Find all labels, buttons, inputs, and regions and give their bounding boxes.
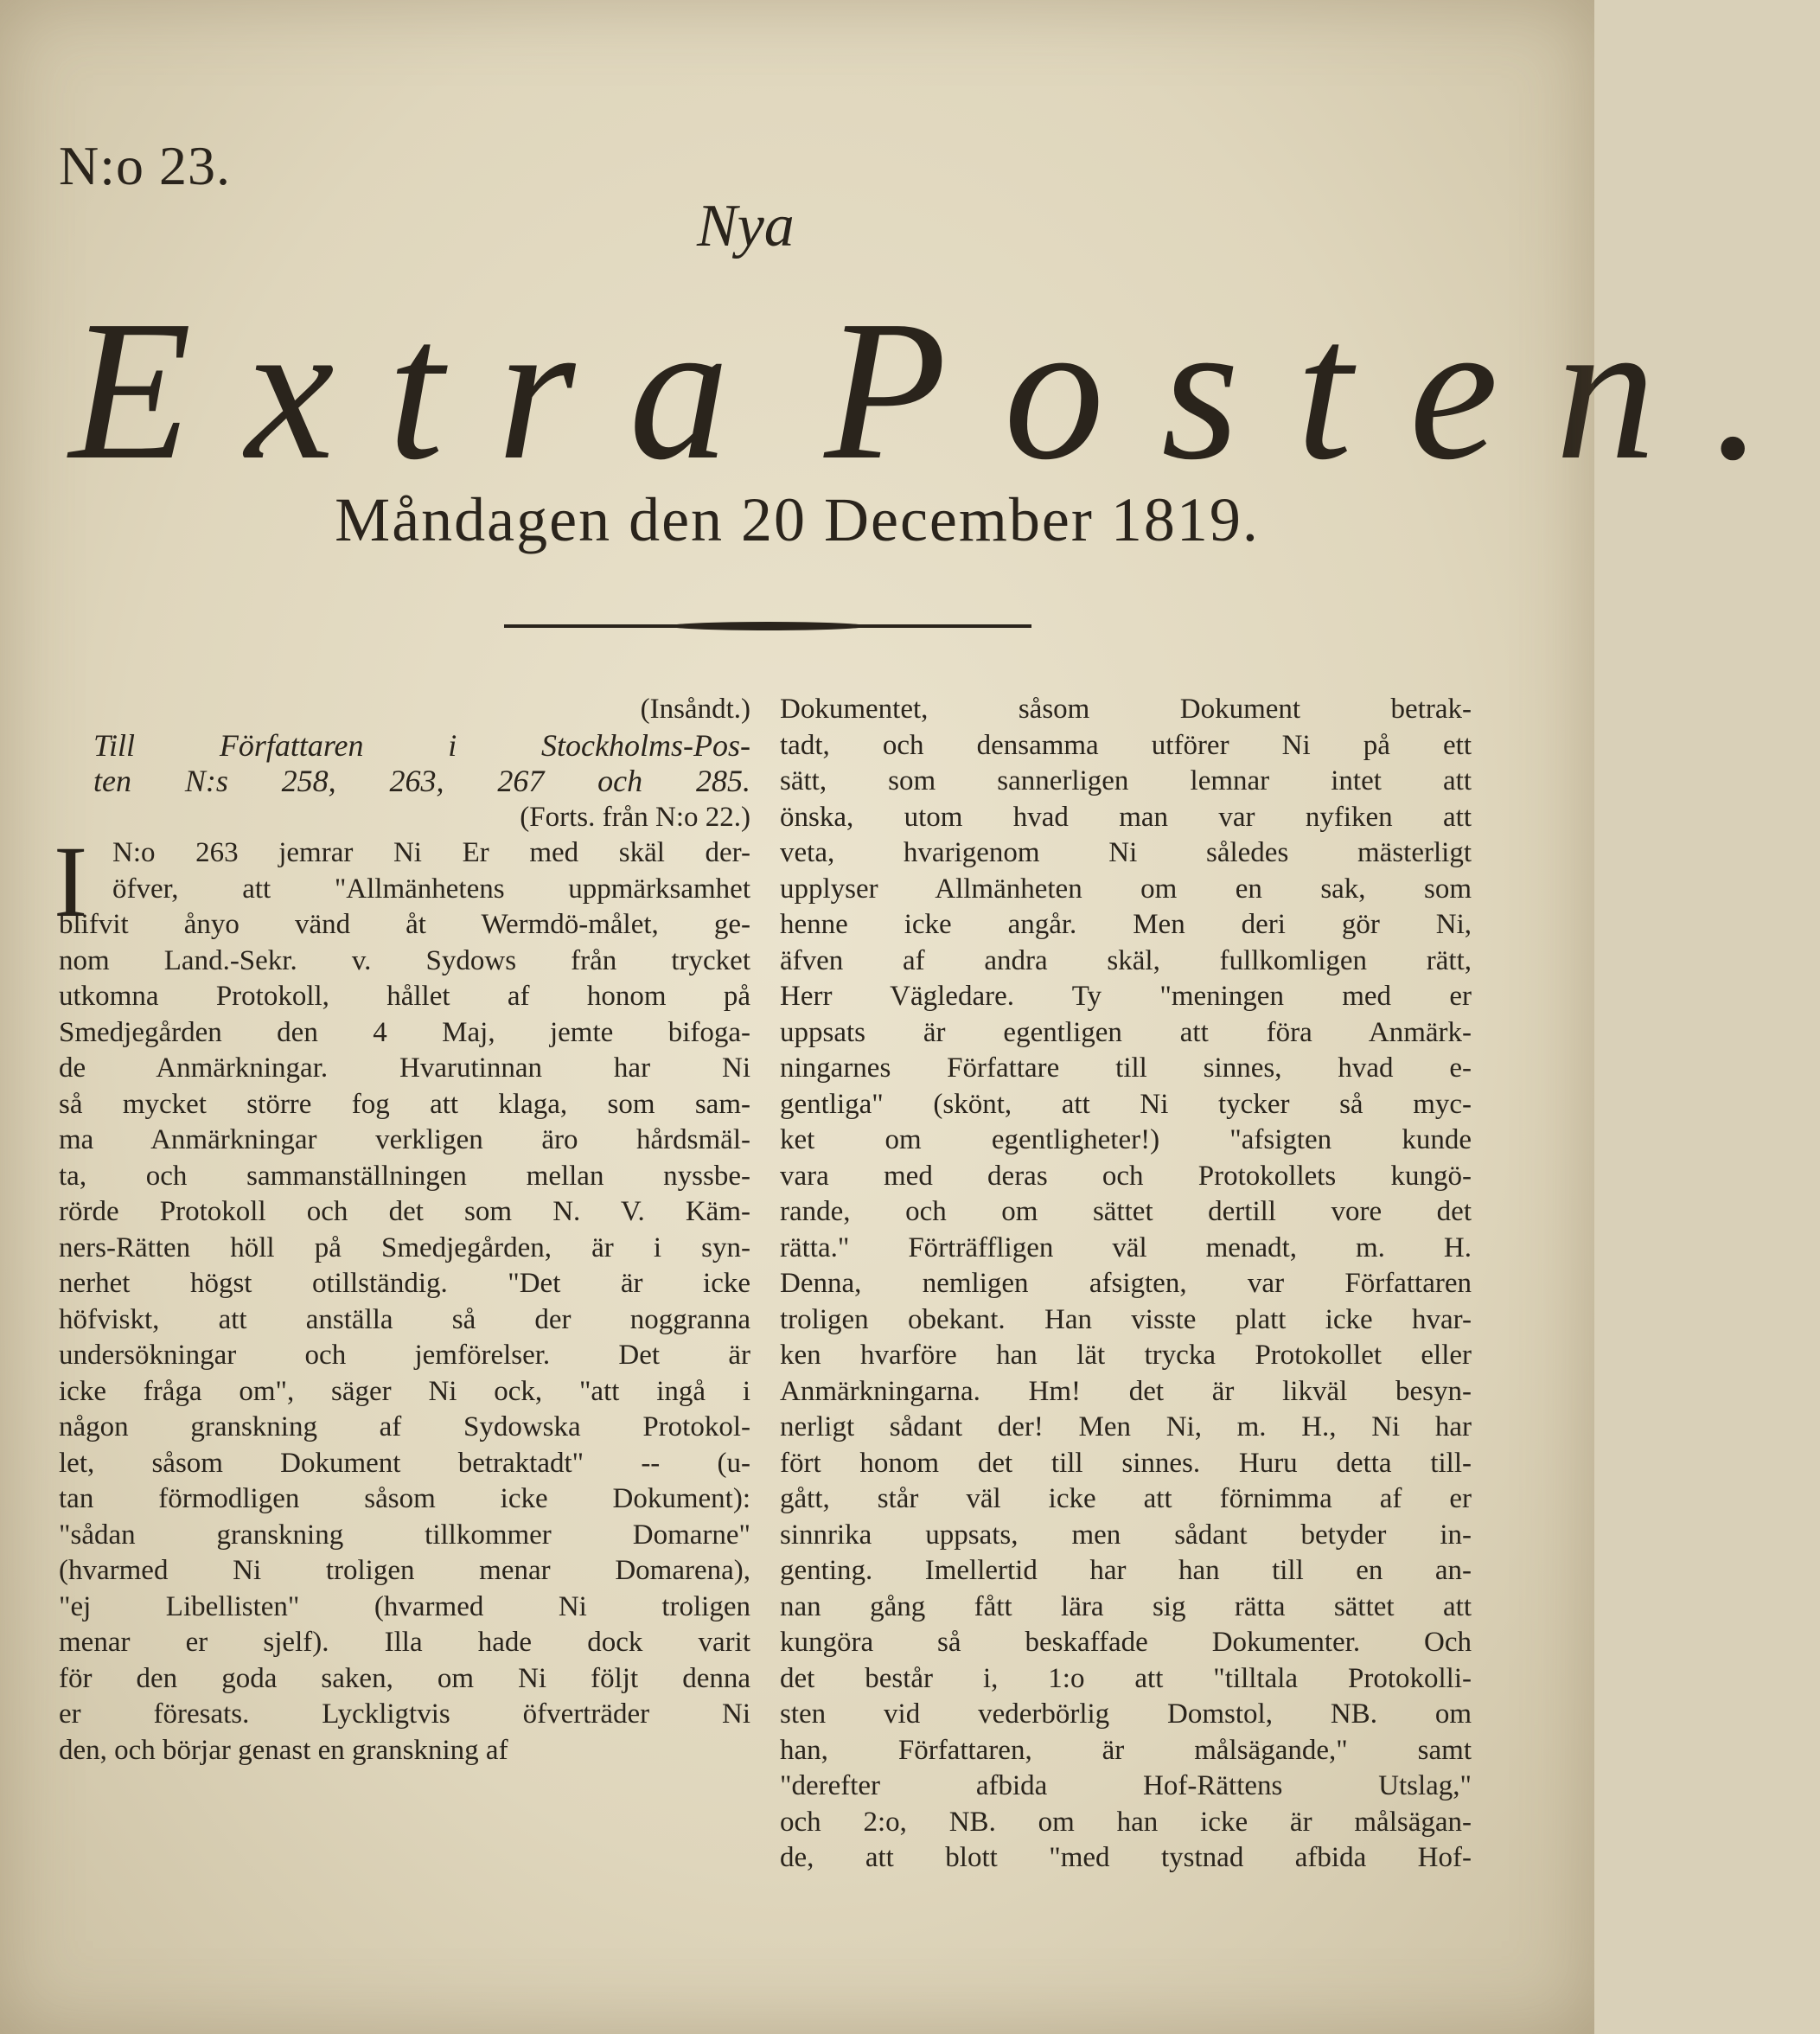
masthead-title-part1: Extra <box>69 279 783 502</box>
left-column-line: de Anmärkningar. Hvarutinnan har Ni <box>59 1052 750 1084</box>
right-column-line: genting. Imellertid har han till en an- <box>780 1555 1472 1586</box>
right-column-line: sinnrika uppsats, men sådant betyder in- <box>780 1519 1472 1551</box>
left-column-line: rörde Protokoll och det som N. V. Käm- <box>59 1196 750 1227</box>
left-column-line: ners-Rätten höll på Smedjegården, är i syn- <box>59 1231 750 1263</box>
left-column-line: så mycket större fog att klaga, som sam- <box>59 1088 750 1120</box>
left-column-line: icke fråga om", säger Ni ock, "att ingå i <box>59 1375 750 1407</box>
left-column-line: N:o 263 jemrar Ni Er med skäl der- <box>112 837 750 868</box>
left-column-line: undersökningar och jemförelser. Det är <box>59 1340 750 1371</box>
left-column-line: höfviskt, att anställa så der noggranna <box>59 1303 750 1335</box>
masthead-nya: Nya <box>697 193 795 259</box>
right-column-line: Denna, nemligen afsigten, var Författaren <box>780 1268 1472 1299</box>
masthead-title-part2: Posten. <box>824 279 1820 502</box>
right-column-line: ningarnes Författare till sinnes, hvad e- <box>780 1052 1472 1084</box>
decorative-rule <box>504 624 1031 628</box>
right-column-line: gentliga" (skönt, att Ni tycker så myc- <box>780 1088 1472 1120</box>
left-column-line: Smedjegården den 4 Maj, jemte bifoga- <box>59 1016 750 1048</box>
left-column-line: nerhet högst otillständig. "Det är icke <box>59 1268 750 1299</box>
right-column-line: tadt, och densamma utförer Ni på ett <box>780 729 1472 761</box>
right-column-line: veta, hvarigenom Ni således mästerligt <box>780 837 1472 868</box>
drop-cap: I <box>54 825 88 938</box>
right-column-line: Herr Vägledare. Ty "meningen med er <box>780 981 1472 1012</box>
right-column-line: de, att blott "med tystnad afbida Hof- <box>780 1842 1472 1873</box>
right-column-line: sätt, som sannerligen lemnar intet att <box>780 765 1472 796</box>
right-column-line: gått, står väl icke att förnimma af er <box>780 1483 1472 1514</box>
right-column-line: upplyser Allmänheten om en sak, som <box>780 873 1472 905</box>
left-column-line: let, såsom Dokument betraktadt" -- (u- <box>59 1447 750 1479</box>
right-column-line: Anmärkningarna. Hm! det är likväl besyn- <box>780 1375 1472 1407</box>
right-column-line: uppsats är egentligen att föra Anmärk- <box>780 1016 1472 1048</box>
left-column-line: utkomna Protokoll, hållet af honom på <box>59 981 750 1012</box>
right-column-line: önska, utom hvad man var nyfiken att <box>780 801 1472 833</box>
right-column-line: Dokumentet, såsom Dokument betrak- <box>780 694 1472 725</box>
right-column-line: sten vid vederbörlig Domstol, NB. om <box>780 1698 1472 1730</box>
right-column-line: henne icke angår. Men deri gör Ni, <box>780 909 1472 940</box>
right-column-line: och 2:o, NB. om han icke är målsägan- <box>780 1806 1472 1838</box>
right-column-line: rande, och om sättet dertill vore det <box>780 1196 1472 1227</box>
right-column-line: han, Författaren, är målsägande," samt <box>780 1734 1472 1766</box>
issue-number: N:o 23. <box>59 135 231 196</box>
article-heading-line2: ten N:s 258, 263, 267 och 285. <box>93 764 750 798</box>
right-column-line: vara med deras och Protokollets kungö- <box>780 1160 1472 1192</box>
left-column-line: någon granskning af Sydowska Protokol- <box>59 1411 750 1442</box>
left-column-body <box>54 825 750 1769</box>
right-column <box>780 692 1472 1877</box>
article-tag: (Insåndt.) <box>640 694 750 725</box>
continued-from: (Forts. från N:o 22.) <box>520 801 750 833</box>
left-column-line: öfver, att "Allmänhetens uppmärksamhet <box>112 873 750 905</box>
left-column-line: "sådan granskning tillkommer Domarne" <box>59 1519 750 1551</box>
right-column-line: fört honom det till sinnes. Huru detta till- <box>780 1447 1472 1479</box>
right-column-line: ken hvarföre han lät trycka Protokollet eller <box>780 1340 1472 1371</box>
left-column-line: nom Land.-Sekr. v. Sydows från trycket <box>59 944 750 976</box>
right-column-line: troligen obekant. Han visste platt icke hvar- <box>780 1303 1472 1335</box>
left-column-line: ta, och sammanställningen mellan nyssbe- <box>59 1160 750 1192</box>
left-column-line: för den goda saken, om Ni följt denna <box>59 1662 750 1694</box>
left-column-line: er föresats. Lyckligtvis öfverträder Ni <box>59 1698 750 1730</box>
dateline: Måndagen den 20 December 1819. <box>335 485 1260 554</box>
left-column-line: menar er sjelf). Illa hade dock varit <box>59 1627 750 1658</box>
masthead-title <box>69 279 1820 502</box>
left-column-line: (hvarmed Ni troligen menar Domarena), <box>59 1555 750 1586</box>
left-column-line: den, och börjar genast en granskning af <box>59 1734 508 1766</box>
right-column-line: nerligt sådant der! Men Ni, m. H., Ni har <box>780 1411 1472 1442</box>
right-column-line: nan gång fått lära sig rätta sättet att <box>780 1590 1472 1622</box>
left-column-line: "ej Libellisten" (hvarmed Ni troligen <box>59 1590 750 1622</box>
left-column <box>54 692 750 1769</box>
left-column-line: tan förmodligen såsom icke Dokument): <box>59 1483 750 1514</box>
right-column-line: det består i, 1:o att "tilltala Protokolli- <box>780 1662 1472 1694</box>
right-column-line: kungöra så beskaffade Dokumenter. Och <box>780 1627 1472 1658</box>
right-column-line: ket om egentligheter!) "afsigten kunde <box>780 1124 1472 1155</box>
left-column-line: blifvit ånyo vänd åt Wermdö-målet, ge- <box>59 909 750 940</box>
left-column-line: ma Anmärkningar verkligen äro hårdsmäl- <box>59 1124 750 1155</box>
article-heading-line1: Till Författaren i Stockholms-Pos- <box>93 727 750 763</box>
right-column-line: rätta." Förträffligen väl menadt, m. H. <box>780 1231 1472 1263</box>
right-column-line: äfven af andra skäl, fullkomligen rätt, <box>780 944 1472 976</box>
right-column-line: "derefter afbida Hof-Rättens Utslag," <box>780 1770 1472 1801</box>
